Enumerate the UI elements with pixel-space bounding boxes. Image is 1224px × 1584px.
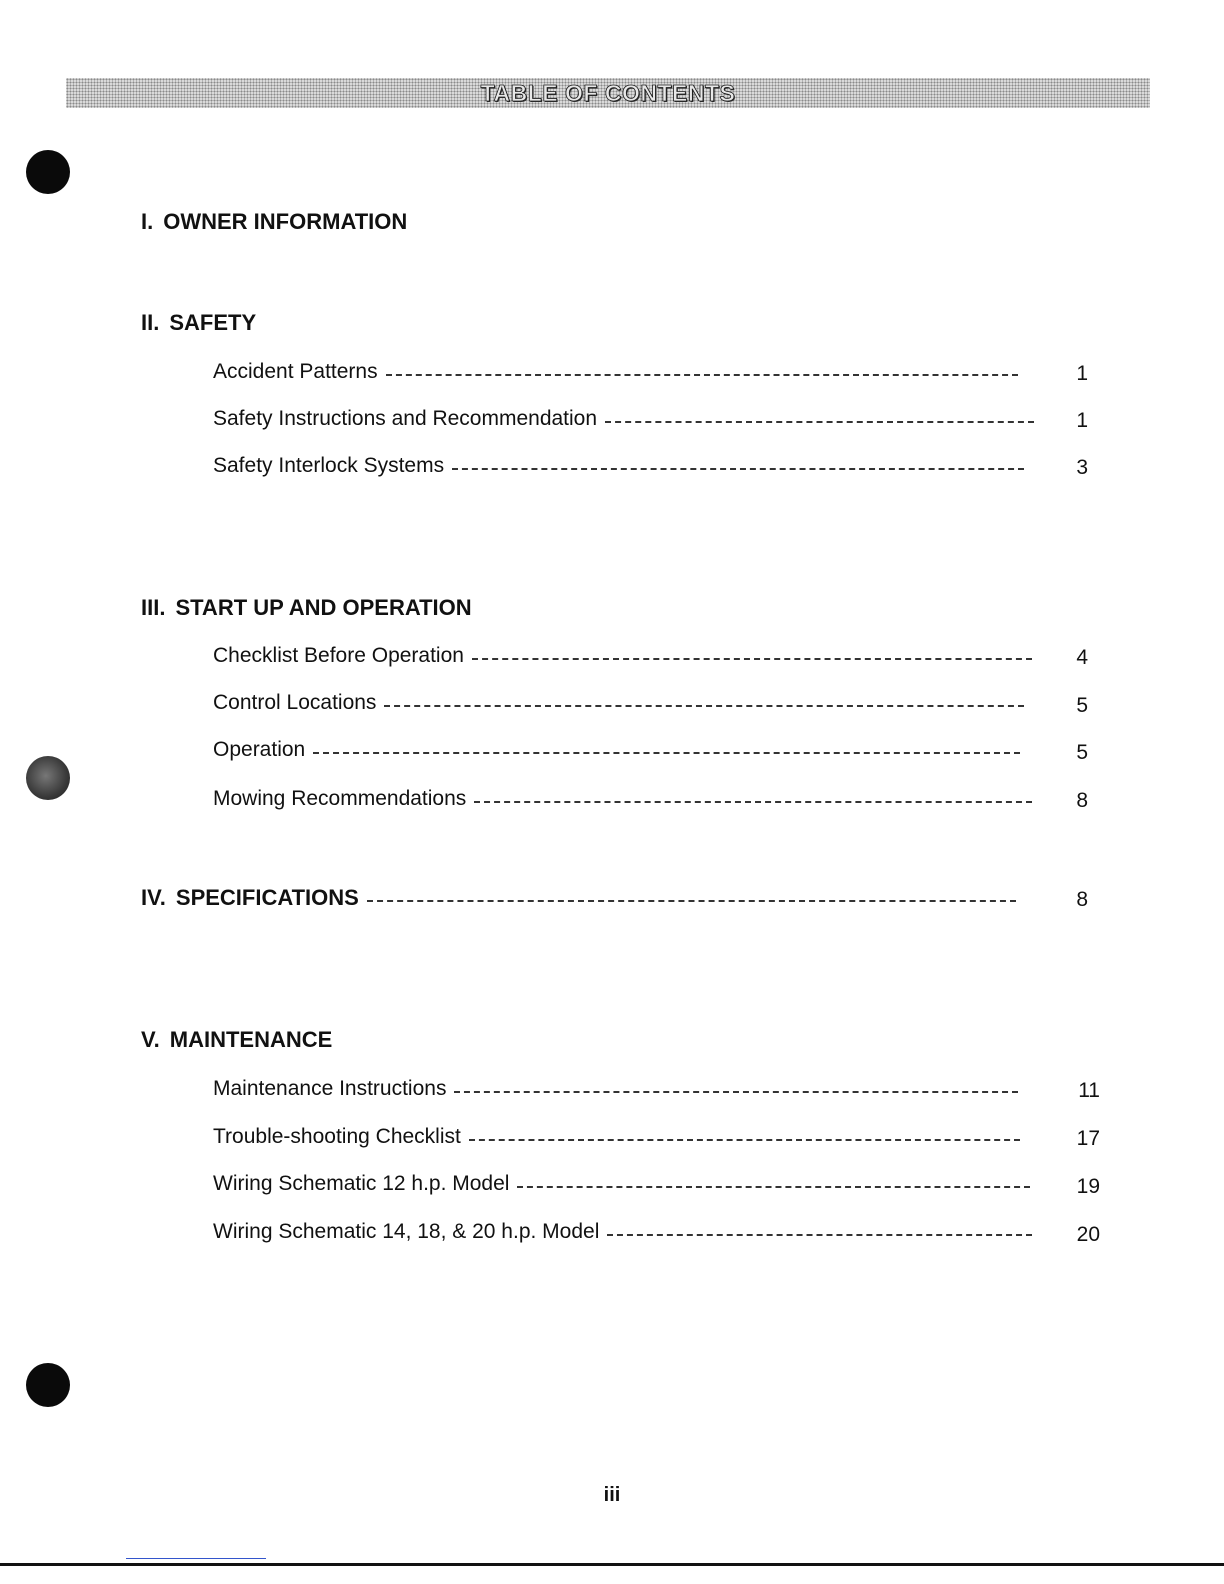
toc-entry-page: 1 xyxy=(1076,362,1088,385)
toc-entry-page: 17 xyxy=(1076,1127,1100,1150)
toc-entry-wiring-schematic-14-18-20hp[interactable] xyxy=(213,1217,1032,1247)
punch-hole-bottom xyxy=(26,1363,70,1407)
toc-entry-accident-patterns[interactable] xyxy=(213,357,1018,387)
toc-entry-page: 4 xyxy=(1076,646,1088,669)
toc-entry-page: 20 xyxy=(1076,1223,1100,1246)
dot-leader xyxy=(386,374,1018,376)
section-specifications[interactable] xyxy=(141,883,1016,913)
toc-entry-label: Operation xyxy=(213,738,306,761)
page-title: TABLE OF CONTENTS xyxy=(480,79,736,106)
scan-artifact-line xyxy=(126,1558,266,1559)
dot-leader xyxy=(605,421,1034,423)
toc-entry-label: Maintenance Instructions xyxy=(213,1077,447,1100)
toc-entry-maintenance-instructions[interactable] xyxy=(213,1074,1018,1104)
toc-entry-label: Checklist Before Operation xyxy=(213,644,464,667)
dot-leader xyxy=(313,752,1020,754)
toc-entry-label: Control Locations xyxy=(213,691,377,714)
punch-hole-middle xyxy=(26,756,70,800)
dot-leader xyxy=(452,468,1024,470)
dot-leader xyxy=(384,705,1024,707)
dot-leader xyxy=(474,801,1032,803)
toc-entry-page: 8 xyxy=(1076,888,1088,911)
bottom-rule xyxy=(0,1563,1224,1566)
section-title: OWNER INFORMATION xyxy=(163,209,408,234)
dot-leader xyxy=(607,1234,1032,1236)
section-start-up-and-operation xyxy=(141,595,472,621)
section-safety xyxy=(141,310,256,336)
section-numeral: III. xyxy=(141,595,166,620)
section-numeral: IV. xyxy=(141,885,166,910)
section-maintenance xyxy=(141,1027,332,1053)
dot-leader xyxy=(517,1186,1030,1188)
toc-entry-label: Safety Instructions and Recommendation xyxy=(213,407,598,430)
title-banner xyxy=(66,78,1150,108)
section-numeral: V. xyxy=(141,1027,160,1052)
toc-entry-label: Wiring Schematic 12 h.p. Model xyxy=(213,1172,510,1195)
toc-entry-control-locations[interactable] xyxy=(213,688,1024,718)
toc-entry-page: 11 xyxy=(1078,1079,1100,1102)
page-number: iii xyxy=(603,1484,621,1506)
toc-entry-page: 19 xyxy=(1076,1175,1100,1198)
toc-entry-label: Mowing Recommendations xyxy=(213,787,467,810)
section-title: START UP AND OPERATION xyxy=(175,595,472,620)
toc-entry-checklist-before-operation[interactable] xyxy=(213,641,1032,671)
punch-hole-top xyxy=(26,150,70,194)
toc-entry-label: Safety Interlock Systems xyxy=(213,454,445,477)
toc-entry-page: 8 xyxy=(1076,789,1088,812)
section-numeral: I. xyxy=(141,209,154,234)
section-title: SPECIFICATIONS xyxy=(175,885,359,910)
dot-leader xyxy=(469,1139,1020,1141)
toc-entry-trouble-shooting-checklist[interactable] xyxy=(213,1122,1020,1152)
toc-entry-page: 5 xyxy=(1076,694,1088,717)
toc-entry-wiring-schematic-12hp[interactable] xyxy=(213,1169,1030,1199)
section-title: MAINTENANCE xyxy=(169,1027,333,1052)
toc-entry-page: 3 xyxy=(1076,456,1088,479)
toc-entry-mowing-recommendations[interactable] xyxy=(213,784,1032,814)
toc-entry-page: 5 xyxy=(1076,741,1088,764)
toc-entry-label: Wiring Schematic 14, 18, & 20 h.p. Model xyxy=(213,1220,600,1243)
dot-leader xyxy=(472,658,1032,660)
toc-entry-operation[interactable] xyxy=(213,735,1020,765)
dot-leader xyxy=(367,900,1016,902)
toc-entry-page: 1 xyxy=(1076,409,1088,432)
section-title: SAFETY xyxy=(169,310,257,335)
section-numeral: II. xyxy=(141,310,160,335)
toc-entry-safety-interlock-systems[interactable] xyxy=(213,451,1024,481)
toc-entry-label: Trouble-shooting Checklist xyxy=(213,1125,461,1148)
toc-entry-safety-instructions[interactable] xyxy=(213,404,1034,434)
section-owner-information xyxy=(141,209,407,235)
toc-entry-label: Accident Patterns xyxy=(213,360,378,383)
dot-leader xyxy=(454,1091,1018,1093)
